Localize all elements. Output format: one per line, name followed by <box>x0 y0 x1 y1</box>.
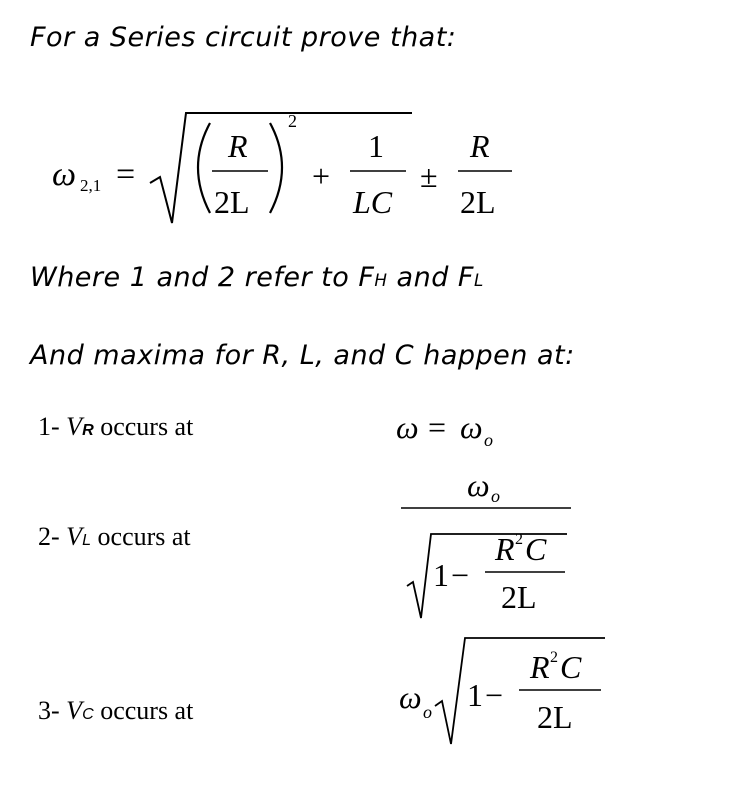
subscript-l: L <box>473 270 484 290</box>
item-suffix: occurs at <box>93 412 194 441</box>
omega-symbol: ω <box>396 409 419 445</box>
minus-sign: − <box>485 677 504 713</box>
item-number: 3- <box>38 696 67 725</box>
equals-sign: = <box>116 156 136 193</box>
c-symbol: C <box>525 531 547 567</box>
r-symbol: R <box>495 531 515 567</box>
exponent-two: 2 <box>288 111 297 131</box>
inductor-max-formula <box>395 458 585 628</box>
list-item <box>38 522 191 552</box>
r-symbol: R <box>530 649 550 685</box>
item-suffix: occurs at <box>93 696 194 725</box>
item-number: 1- <box>38 412 67 441</box>
voltage-subscript: C <box>82 705 94 723</box>
resonance-condition <box>390 400 550 450</box>
left-paren <box>198 123 210 213</box>
where-text: and F <box>387 262 474 293</box>
where-line <box>30 262 484 293</box>
equals-sign: = <box>428 409 447 445</box>
omega-symbol: ω <box>52 156 77 193</box>
omega-subscript: o <box>423 702 432 722</box>
where-text: Where 1 and 2 refer to F <box>30 262 375 293</box>
numerator-r: R <box>228 128 248 164</box>
omega-subscript: o <box>484 430 493 450</box>
omega-subscript: 2,1 <box>80 176 102 195</box>
subscript-h: H <box>374 270 388 290</box>
plus-sign: + <box>312 158 331 194</box>
list-item <box>38 696 193 726</box>
denominator-2l: 2L <box>501 579 537 615</box>
voltage-symbol: V <box>66 522 83 551</box>
capacitor-max-formula <box>395 628 610 758</box>
omega-symbol: ω <box>467 467 490 503</box>
denominator-lc: LC <box>353 184 393 220</box>
maxima-line: And maxima for R, L, and C happen at: <box>30 340 575 371</box>
denominator-2l: 2L <box>460 184 496 220</box>
omega-subscript: o <box>491 486 500 506</box>
c-symbol: C <box>560 649 582 685</box>
voltage-symbol: V <box>66 412 83 441</box>
omega-symbol: ω <box>399 679 422 715</box>
one-digit: 1 <box>433 557 449 593</box>
squared-exponent: 2 <box>515 531 523 548</box>
heading: For a Series circuit prove that: <box>30 22 457 53</box>
omega-formula <box>0 95 560 235</box>
item-number: 2- <box>38 522 67 551</box>
denominator-2l: 2L <box>537 699 573 735</box>
voltage-subscript: L <box>82 531 92 549</box>
minus-sign: − <box>451 557 470 593</box>
voltage-symbol: V <box>66 696 83 725</box>
list-item <box>38 412 193 442</box>
squared-exponent: 2 <box>550 649 558 666</box>
plus-minus-sign: ± <box>420 158 438 194</box>
omega-symbol: ω <box>460 409 483 445</box>
one-digit: 1 <box>467 677 483 713</box>
item-suffix: occurs at <box>91 522 191 551</box>
denominator-2l: 2L <box>214 184 250 220</box>
numerator-r: R <box>470 128 490 164</box>
voltage-subscript: R <box>82 421 94 439</box>
numerator-one: 1 <box>368 128 384 164</box>
right-paren <box>270 123 282 213</box>
